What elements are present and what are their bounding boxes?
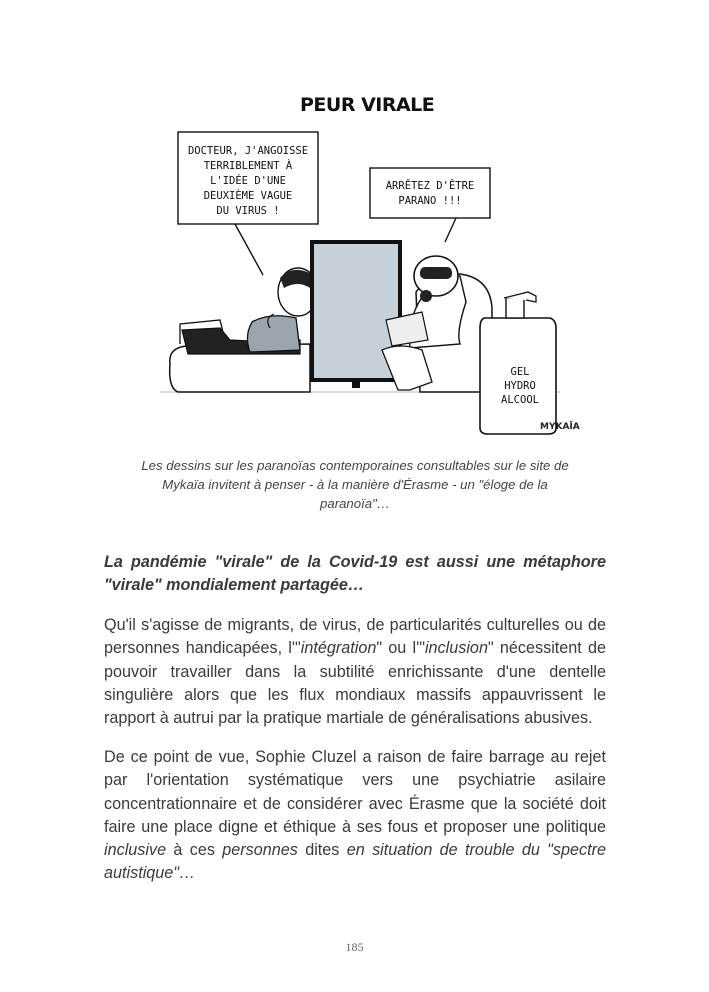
doctor-goggles <box>420 267 452 279</box>
cartoon-title: PEUR VIRALE <box>300 94 435 116</box>
artist-signature: MYKAÏA <box>540 422 580 432</box>
paragraph-1-text-a: Qu'il s'agisse de migrants, de virus, de particularités culturelles ou de personnes handicapées, l'" <box>104 616 606 658</box>
paragraph-1-text-c: " nécessitent de pouvoir travailler dans la subtilité enrichissante d'une dentelle singulière alors que les flux mondiaux massifs appauvrissent le rapport à autrui par la pratique martiale de généralisations abusives. <box>104 639 606 728</box>
speech-bubble-doctor <box>370 168 490 218</box>
doctor-mask <box>420 290 432 302</box>
paragraph-2 <box>104 746 606 886</box>
paragraph-1-text-b: " ou l'" <box>376 639 425 658</box>
paragraph-2-emphasis-situation: en situation de trouble du "spectre autistique"… <box>104 841 606 883</box>
bottle-label-line-3: ALCOOL <box>501 394 539 406</box>
cartoon-illustration <box>160 92 580 444</box>
lead-paragraph: La pandémie "virale" de la Covid-19 est aussi une métaphore "virale" mondialement partagée… <box>104 553 606 595</box>
bubble-doctor-line-1: ARRÊTEZ D'ÊTRE <box>385 180 475 192</box>
bubble-patient-line-4: DEUXIÈME VAGUE <box>203 190 293 202</box>
page-number: 185 <box>345 940 364 954</box>
patient-torso <box>247 316 300 352</box>
figure-caption: Les dessins sur les paranoïas contemporaines consultables sur le site de Mykaïa invitent à penser - à la manière d'Érasme - un "éloge de la paranoïa"… <box>141 458 569 511</box>
paragraph-2-text-c: dites <box>297 841 347 860</box>
bubble-patient-line-3: L'IDÉE D'UNE <box>210 175 286 187</box>
cartoon-drawing <box>160 92 580 444</box>
bubble-patient-line-2: TERRIBLEMENT À <box>203 160 293 172</box>
bubble-patient-line-1: DOCTEUR, J'ANGOISSE <box>187 145 309 157</box>
bubble-patient-line-5: DU VIRUS ! <box>216 205 280 217</box>
paragraph-2-emphasis-personnes: personnes <box>222 841 298 860</box>
paragraph-2-text-a: De ce point de vue, Sophie Cluzel a raison de faire barrage au rejet par l'orientation systématique vers une psychiatrie asilaire concentrationnaire et de considérer avec Érasme que la société doit faire une place digne et éthique à ses fous et proposer une politique <box>104 748 606 836</box>
paragraph-1 <box>104 614 606 730</box>
paragraph-2-emphasis-inclusive: inclusive <box>104 841 167 860</box>
bottle-label-line-1: GEL <box>510 366 530 378</box>
bottle-label-line-2: HYDRO <box>504 380 536 392</box>
bubble-doctor-line-2: PARANO !!! <box>398 195 462 207</box>
paragraph-2-text-b: à ces <box>166 841 223 860</box>
paragraph-1-emphasis-inclusion: inclusion <box>424 639 488 658</box>
paragraph-1-emphasis-integration: intégration <box>300 639 377 658</box>
